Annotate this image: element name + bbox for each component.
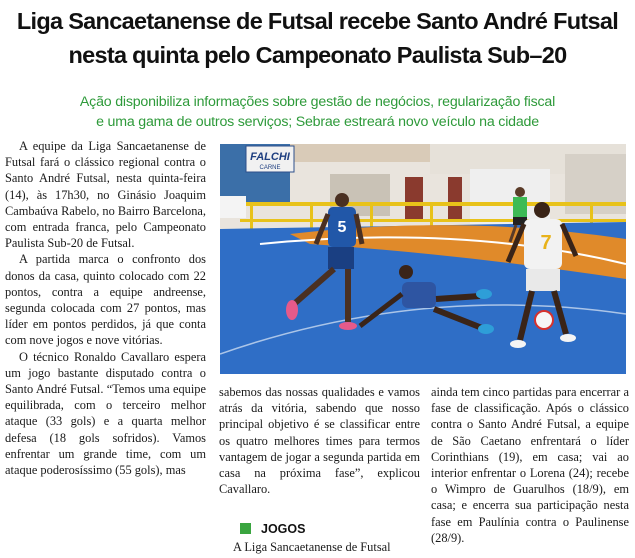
player-number-7: 7 bbox=[540, 232, 552, 254]
banner-text: FALCHI bbox=[250, 151, 290, 163]
banner-subtext: CARNE bbox=[259, 165, 281, 171]
player-number-5: 5 bbox=[337, 219, 347, 236]
futsal-match-photo bbox=[220, 144, 626, 374]
subheadline-line-2: e uma gama de outros serviços; Sebrae estreará novo veículo na cidade bbox=[96, 114, 539, 130]
article-column-3 bbox=[431, 384, 629, 546]
section-paragraph: A Liga Sancaetanense de Futsal bbox=[233, 540, 391, 554]
section-title: JOGOS bbox=[261, 522, 306, 536]
subheadline bbox=[0, 92, 635, 132]
paragraph: A equipe da Liga Sancaetanense de Futsal fará o clássico regional contra o Santo André Futsal, nesta quinta-feira (14), às 17h30, no Ginásio Joaquim Cambaúva Rabelo, no Bairro Barcelona, com entrada franca, pelo Campeonato Paulista Sub-20 de Futsal. bbox=[5, 139, 206, 251]
headline-line-2: nesta quinta pelo Campeonato Paulista Sub–20 bbox=[68, 42, 567, 68]
section-heading-jogos bbox=[240, 522, 420, 536]
paragraph: O técnico Ronaldo Cavallaro espera um jogo bastante disputado contra o Santo André Futsal. “Temos uma equipe equilibrada, com o terceiro melhor ataque (33 gols) e a quarta melhor defesa (18 gols sofridos). Vamos enfrentar um grande time, com um ataque poderosíssimo (55 gols), mas bbox=[5, 349, 206, 478]
headline bbox=[0, 4, 635, 72]
paragraph: sabemos das nossas qualidades e vamos atrás da vitória, sabendo que nosso principal objetivo é se classificar entre os quatro melhores times para termos vantagem de jogar a segunda partida em casa na próxima fase”, explicou Cavallaro. bbox=[219, 385, 420, 497]
green-square-icon bbox=[240, 523, 251, 534]
headline-line-1: Liga Sancaetanense de Futsal recebe Santo André Futsal bbox=[16, 8, 619, 34]
paragraph: ainda tem cinco partidas para encerrar a fase de classificação. Após o clássico contra o Santo André Futsal, a equipe de São Caetano enfrentará o líder Corinthians (19), em casa; vai ao interior enfrentar o Lorena (24); recebe o Wimpro de Guarulhos (18/9), em casa; e encerra sua participação nesta fase em Paulínia contra o Paulinense (28/9). bbox=[431, 385, 629, 545]
subheadline-line-1: Ação disponibiliza informações sobre gestão de negócios, regularização fiscal bbox=[79, 94, 556, 110]
paragraph: A partida marca o confronto dos donos da casa, quinto colocado com 22 pontos, contra a equipe andreense, segunda colocada com 27 pontos, mas líder em pontos perdidos, já que conta com nove jogos e nove vitórias. bbox=[5, 252, 206, 348]
article-column-1 bbox=[5, 138, 206, 478]
article-column-2 bbox=[219, 384, 420, 497]
